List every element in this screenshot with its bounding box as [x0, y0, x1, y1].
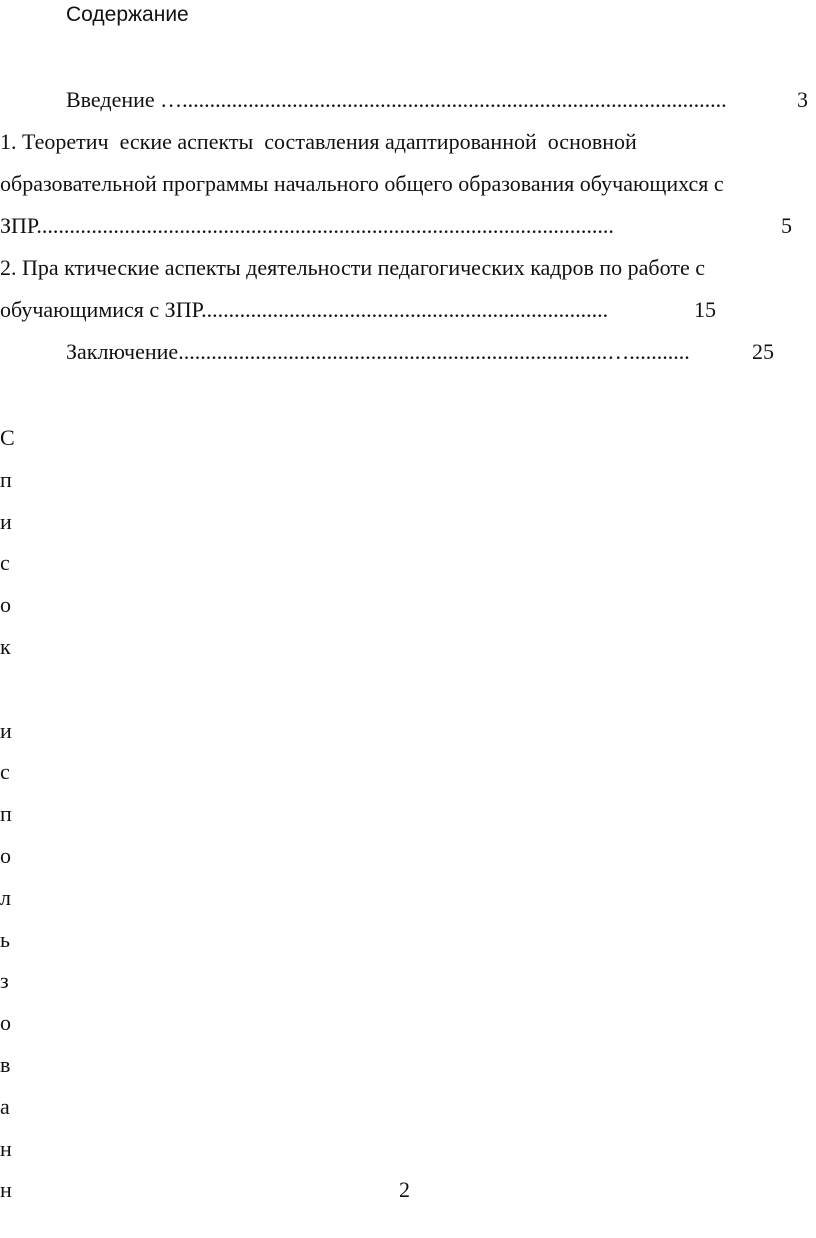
toc-page-number-section-2: 15 — [694, 297, 716, 322]
vertical-letter: н — [0, 1135, 12, 1161]
vertical-letter: о — [0, 1010, 11, 1036]
toc-page-number-introduction: 3 — [797, 87, 808, 112]
vertical-letter: и — [0, 717, 12, 743]
vertical-letter: з — [0, 968, 9, 994]
toc-page-number-section-1: 5 — [781, 213, 792, 238]
vertical-letter: о — [0, 592, 11, 618]
toc-entry-section-2-line-1: 2. Пра ктические аспекты деятельности педагогических кадров по работе с — [0, 255, 705, 280]
vertical-letter: с — [0, 550, 10, 576]
vertical-letter: о — [0, 842, 11, 868]
vertical-letter: а — [0, 1093, 10, 1119]
vertical-letter: н — [0, 1177, 12, 1203]
vertical-letter: п — [0, 801, 12, 827]
vertical-letter: и — [0, 508, 12, 534]
toc-entry-section-1-line-2: образовательной программы начального общего образования обучающихся с — [0, 171, 724, 196]
toc-entry-introduction: Введение …................................................................................................... — [66, 87, 727, 112]
toc-entry-section-2-line-2: обучающимися с ЗПР.......................................................................... — [0, 297, 609, 322]
vertical-letter: к — [0, 633, 11, 659]
vertical-letter — [0, 678, 40, 720]
vertical-letter: п — [0, 466, 12, 492]
toc-page-number-conclusion: 25 — [752, 339, 774, 364]
vertical-text-column — [0, 427, 40, 1221]
vertical-letter: в — [0, 1051, 11, 1077]
vertical-letter: С — [0, 425, 15, 450]
vertical-letter: л — [0, 884, 11, 910]
toc-entry-conclusion: Заключение..............................................................................…........... — [66, 339, 690, 364]
vertical-letter: ь — [0, 926, 11, 952]
page-title: Содержание — [66, 3, 189, 26]
page-number: 2 — [399, 1177, 410, 1202]
vertical-letter: с — [0, 759, 10, 785]
toc-entry-section-1-line-1: 1. Теоретич еские аспекты составления адаптированной основной — [0, 129, 637, 154]
toc-entry-section-1-line-3: ЗПР......................................................................................................... — [0, 213, 614, 238]
